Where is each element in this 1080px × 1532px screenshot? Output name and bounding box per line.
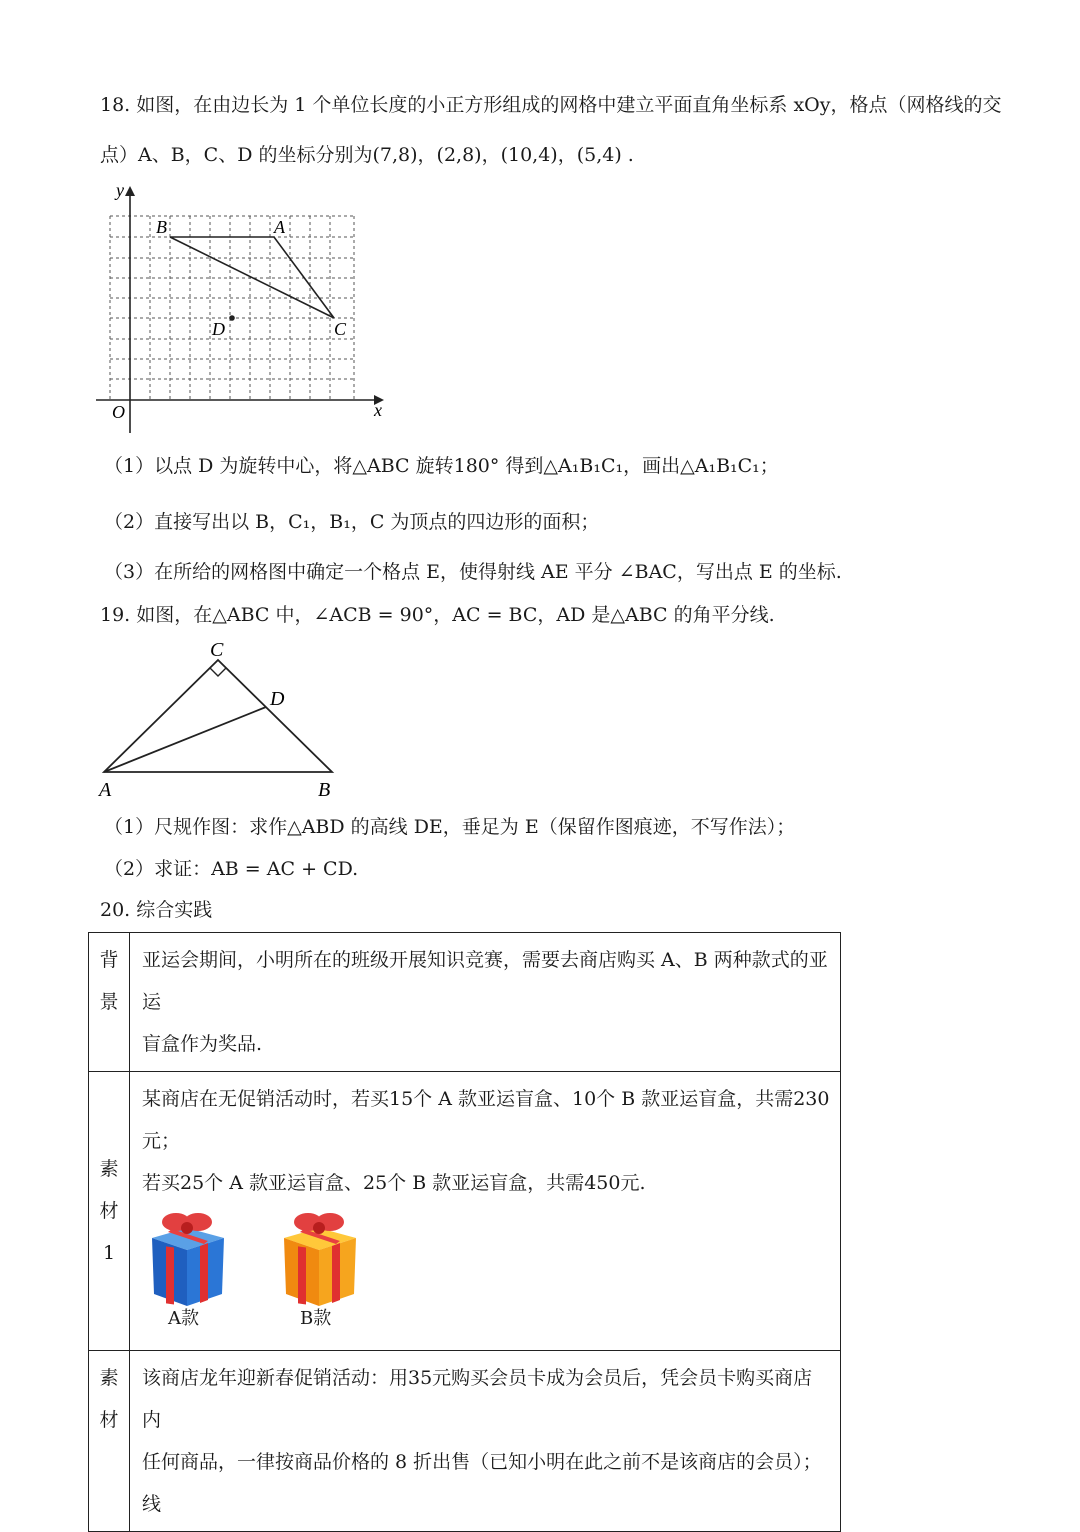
label-a: A <box>274 217 285 237</box>
q18-grid-figure <box>96 178 396 438</box>
right-angle-mark <box>210 668 226 676</box>
label-c2: C <box>210 639 224 661</box>
label-material-2: 素 材 <box>89 1351 130 1532</box>
row-background <box>89 933 841 1072</box>
q18-line1: 18. 如图，在由边长为 1 个单位长度的小正方形组成的网格中建立平面直角坐标系 xOy，格点（网格线的交 <box>100 94 1002 116</box>
label-x: x <box>374 400 382 420</box>
q18-sub1: （1）以点 D 为旋转中心，将△ABC 旋转180° 得到△A₁B₁C₁，画出△A₁B₁C₁； <box>104 455 779 477</box>
label-material-1: 素 材 1 <box>89 1072 130 1351</box>
label-b: B <box>156 217 167 237</box>
gift-a-caption: A款 <box>168 1308 199 1329</box>
gift-b-caption: B款 <box>300 1308 332 1329</box>
q19-line1: 19. 如图，在△ABC 中，∠ACB = 90°，AC = BC，AD 是△ABC 的角平分线. <box>100 604 775 626</box>
label-d2: D <box>270 688 285 710</box>
background-text: 亚运会期间，小明所在的班级开展知识竞赛，需要去商店购买 A、B 两种款式的亚运 盲盒作为奖品. <box>130 933 841 1072</box>
q19-sub1: （1）尺规作图：求作△ABD 的高线 DE，垂足为 E（保留作图痕迹，不写作法）； <box>104 816 796 838</box>
row-material-2 <box>89 1351 841 1532</box>
q18-line2: 点）A、B，C、D 的坐标分别为(7,8)，(2,8)，(10,4)，(5,4) . <box>100 144 634 166</box>
label-a2: A <box>99 779 112 801</box>
q18-sub3: （3）在所给的网格图中确定一个格点 E，使得射线 AE 平分 ∠BAC，写出点 E 的坐标. <box>104 561 842 583</box>
label-d: D <box>212 319 225 339</box>
label-c: C <box>334 319 347 339</box>
label-origin: O <box>112 402 125 422</box>
label-b2: B <box>318 779 331 801</box>
gift-box-b-image <box>274 1208 364 1308</box>
q20-title: 20. 综合实践 <box>100 899 213 921</box>
material-2-text: 该商店龙年迎新春促销活动：用35元购买会员卡成为会员后，凭会员卡购买商店内 任何商品，一律按商品价格的 8 折出售（已知小明在此之前不是该商店的会员）；线 <box>130 1351 841 1532</box>
material-1-text: 某商店在无促销活动时，若买15个 A 款亚运盲盒、10个 B 款亚运盲盒，共需230元； 若买25个 A 款亚运盲盒、25个 B 款亚运盲盒，共需450元. A款 B款 <box>130 1072 841 1351</box>
row-material-1 <box>89 1072 841 1351</box>
gift-box-a-image <box>142 1208 232 1308</box>
bisector-ad <box>104 707 266 772</box>
point-d <box>229 315 235 321</box>
q19-sub2: （2）求证：AB = AC + CD. <box>104 858 359 880</box>
practice-table <box>88 932 841 1532</box>
q19-triangle-figure <box>96 636 356 804</box>
label-background: 背 景 <box>89 933 130 1072</box>
q18-sub2: （2）直接写出以 B，C₁，B₁，C 为顶点的四边形的面积； <box>104 511 600 533</box>
label-y: y <box>116 180 124 200</box>
y-axis-arrow <box>125 186 135 196</box>
